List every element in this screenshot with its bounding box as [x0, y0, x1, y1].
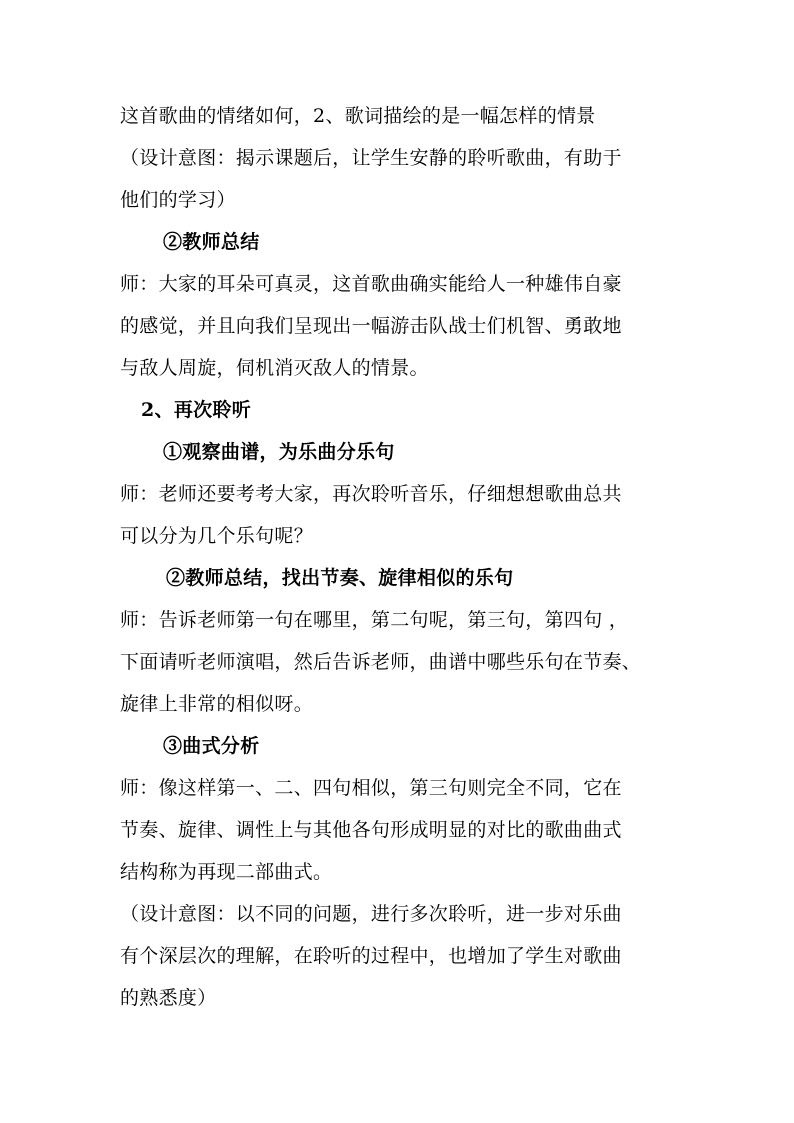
teacher-speech-line: 师：告诉老师第一句在哪里，第二句呢，第三句，第四句 ， [120, 609, 629, 631]
design-intent-line: （设计意图：以不同的问题，进行多次聆听，进一步对乐曲 [120, 903, 622, 925]
teacher-speech-line: 师：像这样第一、二、四句相似，第三句则完全不同，它在 [120, 777, 622, 799]
teacher-speech-line: 的感觉，并且向我们呈现出一幅游击队战士们机智、勇敢地 [120, 315, 622, 337]
section-heading: ③曲式分析 [163, 735, 260, 757]
teacher-speech-line: 师：老师还要考考大家，再次聆听音乐，仔细想想歌曲总共 [120, 483, 622, 505]
section-heading: 2、再次聆听 [141, 399, 252, 421]
design-intent-line: 的熟悉度） [120, 987, 217, 1009]
teacher-speech-line: 结构称为再现二部曲式。 [120, 861, 333, 883]
design-intent-line: 他们的学习） [120, 189, 236, 211]
section-heading: ②教师总结 [163, 231, 260, 253]
teacher-speech-line: 节奏、旋律、调性上与其他各句形成明显的对比的歌曲曲式 [120, 819, 622, 841]
body-text-line: 这首歌曲的情绪如何，2、歌词描绘的是一幅怎样的情景 [120, 105, 596, 127]
teacher-speech-line: 师：大家的耳朵可真灵，这首歌曲确实能给人一种雄伟自豪 [120, 273, 622, 295]
design-intent-line: 有个深层次的理解，在聆听的过程中，也增加了学生对歌曲 [120, 945, 622, 967]
design-intent-line: （设计意图：揭示课题后，让学生安静的聆听歌曲，有助于 [120, 147, 622, 169]
teacher-speech-line: 可以分为几个乐句呢？ [120, 525, 314, 547]
teacher-speech-line: 旋律上非常的相似呀。 [120, 693, 314, 715]
section-heading: ②教师总结，找出节奏、旋律相似的乐句 [166, 567, 514, 589]
section-heading: ①观察曲谱，为乐曲分乐句 [163, 441, 395, 463]
teacher-speech-line: 与敌人周旋，伺机消灭敌人的情景。 [120, 357, 429, 379]
teacher-speech-line: 下面请听老师演唱，然后告诉老师，曲谱中哪些乐句在节奏、 [120, 651, 642, 673]
